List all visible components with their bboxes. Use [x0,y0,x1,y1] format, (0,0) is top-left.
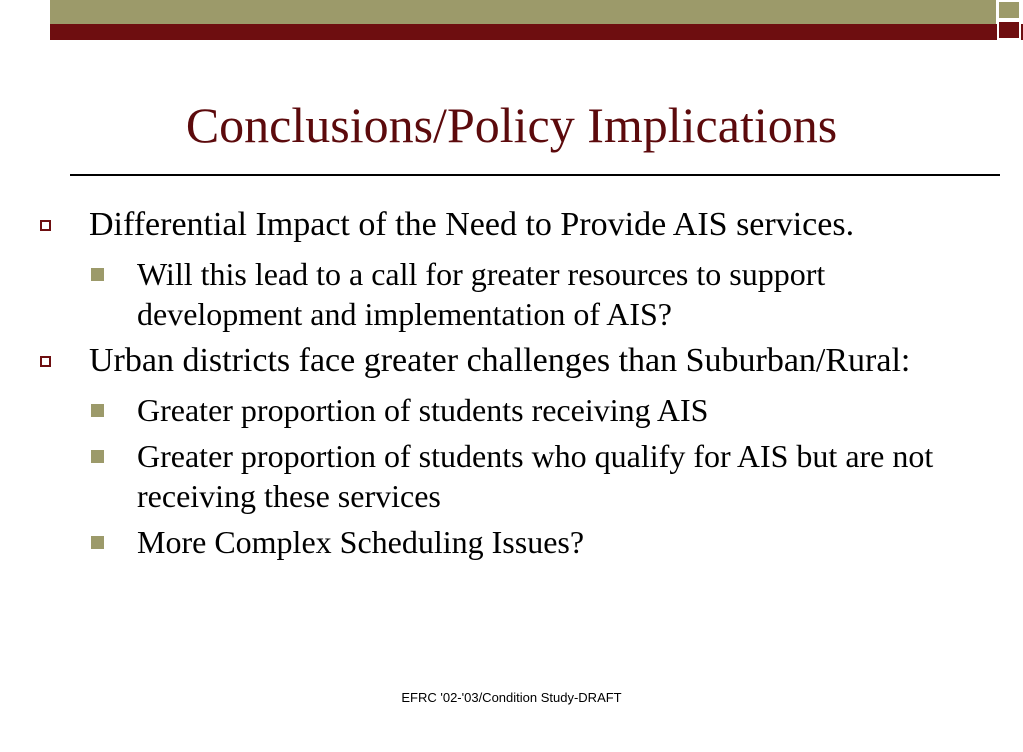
slide-footer: EFRC '02-'03/Condition Study-DRAFT [401,690,622,705]
sub-bullet-text: Greater proportion of students receiving AIS [137,392,709,428]
sub-bullet-item [36,390,986,430]
bullet-text: Urban districts face greater challenges than Suburban/Rural: [89,342,911,379]
filled-square-bullet-icon [91,450,104,463]
sub-bullet-text: Greater proportion of students who qualify for AIS but are not receiving these services [137,438,934,514]
sub-bullet-text: More Complex Scheduling Issues? [137,524,585,560]
corner-square-maroon [997,20,1021,40]
header-bar-olive [50,0,996,24]
slide-title: Conclusions/Policy Implications [185,97,838,153]
filled-square-bullet-icon [91,536,104,549]
title-divider [70,174,1000,176]
bullet-list [36,204,986,568]
sub-bullet-item [36,522,986,562]
bullet-item [36,340,986,382]
filled-square-bullet-icon [91,268,104,281]
header-bar-maroon [50,24,1023,40]
bullet-text: Differential Impact of the Need to Provide AIS services. [89,206,855,243]
sub-bullet-item [36,254,986,334]
hollow-square-bullet-icon [40,220,51,231]
sub-bullet-text: Will this lead to a call for greater resources to support development and implementation of AIS? [137,256,826,332]
corner-square-olive [997,0,1021,20]
bullet-item [36,204,986,246]
sub-bullet-item [36,436,986,516]
filled-square-bullet-icon [91,404,104,417]
hollow-square-bullet-icon [40,356,51,367]
